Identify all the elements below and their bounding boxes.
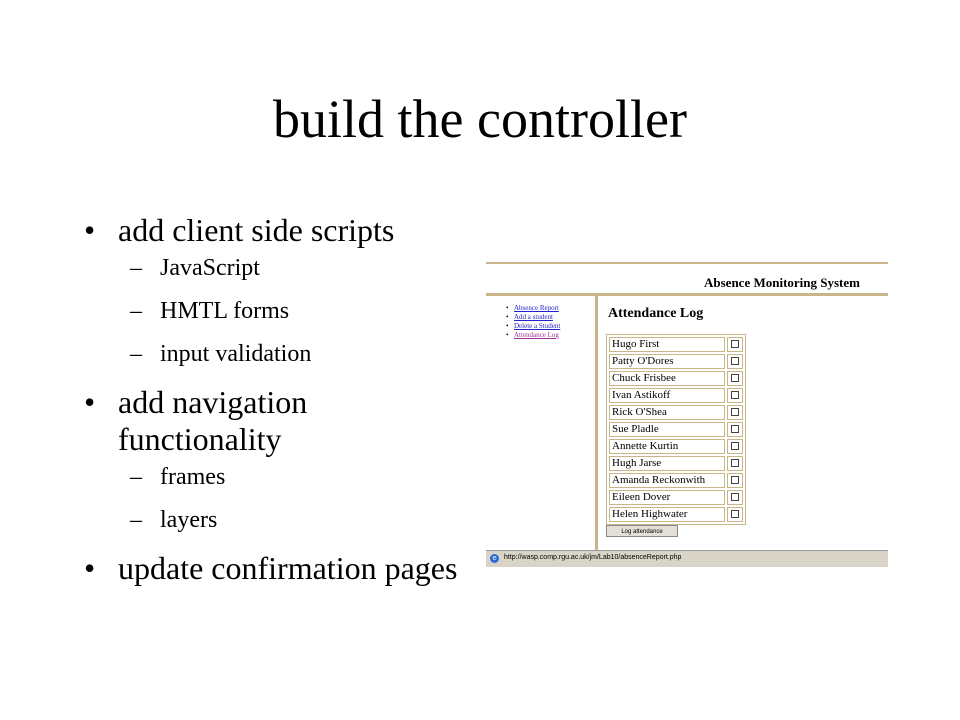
nav-link-absence-report[interactable]: Absence Report	[514, 304, 559, 312]
checkbox-cell	[727, 371, 743, 386]
attendance-checkbox[interactable]	[731, 340, 739, 348]
nav-link-attendance-log[interactable]: Attendance Log	[514, 331, 559, 339]
sub-item	[118, 341, 464, 367]
student-name: Ivan Astikoff	[609, 388, 725, 403]
nav-bullet: •	[506, 331, 509, 339]
bullet-client-scripts	[84, 212, 464, 367]
sub-list	[118, 255, 464, 367]
nav-item	[506, 331, 560, 340]
table-row	[609, 456, 743, 471]
attendance-checkbox[interactable]	[731, 408, 739, 416]
sub-text: input validation	[160, 341, 312, 367]
attendance-checkbox[interactable]	[731, 459, 739, 467]
bullet-text: add client side scripts	[118, 212, 395, 248]
student-name: Hugh Jarse	[609, 456, 725, 471]
attendance-table	[606, 334, 746, 525]
status-url: http://wasp.comp.rgu.ac.uk/jm/Lab10/absenceReport.php	[504, 554, 682, 561]
bullet-dot: •	[84, 550, 96, 586]
sub-item	[118, 298, 464, 324]
attendance-checkbox[interactable]	[731, 357, 739, 365]
nav-bullet: •	[506, 313, 509, 321]
checkbox-cell	[727, 354, 743, 369]
dash: –	[130, 507, 142, 533]
sub-text: layers	[160, 507, 218, 533]
sub-text: JavaScript	[160, 255, 260, 281]
nav-item	[506, 313, 560, 322]
dash: –	[130, 298, 142, 324]
attendance-checkbox[interactable]	[731, 391, 739, 399]
bullet-list	[84, 212, 464, 593]
table-row	[609, 507, 743, 522]
attendance-checkbox[interactable]	[731, 442, 739, 450]
attendance-checkbox[interactable]	[731, 425, 739, 433]
nav-frame	[486, 296, 598, 550]
table-row	[609, 405, 743, 420]
dash: –	[130, 341, 142, 367]
log-attendance-button[interactable]: Log attendance	[606, 525, 678, 537]
slide-title: build the controller	[273, 89, 687, 149]
page-title: Attendance Log	[608, 306, 704, 321]
dash: –	[130, 255, 142, 281]
table-row	[609, 371, 743, 386]
bullet-text: add navigation functionality	[118, 384, 308, 457]
table-row	[609, 388, 743, 403]
student-name: Sue Pladle	[609, 422, 725, 437]
checkbox-cell	[727, 405, 743, 420]
table-row	[609, 490, 743, 505]
nav-link-delete-student[interactable]: Delete a Student	[514, 322, 561, 330]
header-frame	[486, 262, 888, 296]
student-name: Amanda Reckonwith	[609, 473, 725, 488]
attendance-checkbox[interactable]	[731, 493, 739, 501]
nav-list	[506, 304, 560, 340]
checkbox-cell	[727, 490, 743, 505]
browser-icon: e	[490, 554, 499, 563]
nav-bullet: •	[506, 322, 509, 330]
checkbox-cell	[727, 507, 743, 522]
checkbox-cell	[727, 473, 743, 488]
sub-text: frames	[160, 464, 226, 490]
table-row	[609, 337, 743, 352]
student-name: Chuck Frisbee	[609, 371, 725, 386]
content-frame	[598, 296, 888, 550]
sub-item	[118, 255, 464, 281]
nav-link-add-student[interactable]: Add a student	[514, 313, 553, 321]
attendance-checkbox[interactable]	[731, 374, 739, 382]
nav-item	[506, 322, 560, 331]
sub-list	[118, 464, 464, 533]
system-title: Absence Monitoring System	[704, 275, 860, 290]
checkbox-cell	[727, 388, 743, 403]
bullet-dot: •	[84, 384, 96, 420]
bullet-text: update confirmation pages	[118, 550, 458, 586]
bullet-navigation	[84, 384, 464, 533]
nav-bullet: •	[506, 304, 509, 312]
checkbox-cell	[727, 456, 743, 471]
table-row	[609, 422, 743, 437]
table-row	[609, 439, 743, 454]
sub-item	[118, 507, 464, 533]
browser-screenshot	[486, 262, 888, 567]
sub-text: HMTL forms	[160, 298, 290, 324]
student-name: Hugo First	[609, 337, 725, 352]
bullet-dot: •	[84, 212, 96, 248]
status-bar	[486, 550, 888, 567]
student-name: Eileen Dover	[609, 490, 725, 505]
checkbox-cell	[727, 422, 743, 437]
table-row	[609, 473, 743, 488]
dash: –	[130, 464, 142, 490]
sub-item	[118, 464, 464, 490]
checkbox-cell	[727, 439, 743, 454]
checkbox-cell	[727, 337, 743, 352]
student-name: Rick O'Shea	[609, 405, 725, 420]
student-name: Patty O'Dores	[609, 354, 725, 369]
attendance-checkbox[interactable]	[731, 510, 739, 518]
attendance-checkbox[interactable]	[731, 476, 739, 484]
bullet-confirmation	[84, 550, 464, 587]
student-name: Annette Kurtin	[609, 439, 725, 454]
table-row	[609, 354, 743, 369]
student-name: Helen Highwater	[609, 507, 725, 522]
nav-item	[506, 304, 560, 313]
